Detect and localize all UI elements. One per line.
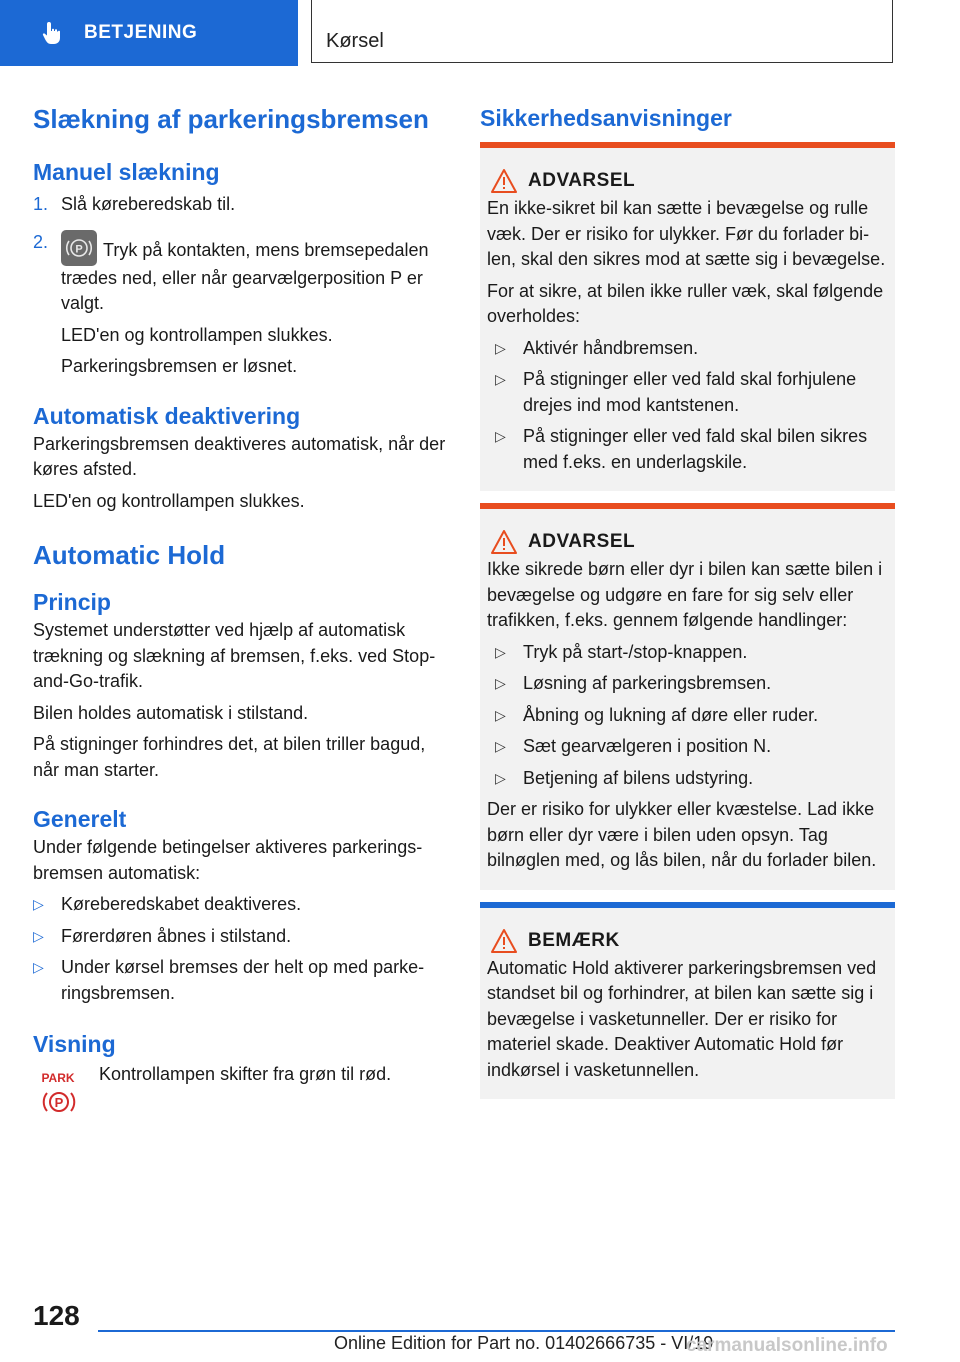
list-item-text: Køreberedskabet deaktiveres. [61,894,302,914]
step-text: Tryk på kontakten, mens bremsepedalen trædes ned, eller når gearvælgerposition P er valgt. [61,239,429,313]
paragraph: Bilen holdes automatisk i stilstand. [33,702,309,723]
step-text: Slå køreberedskab til. [61,194,236,214]
step-note-text: LED'en og kontrollampen slukkes. [61,324,333,345]
list-item-text: På stigninger eller ved fald skal forhjulene drejes ind mod kantstenen. [523,369,857,415]
list-item [487,336,889,362]
footer-divider [98,1330,895,1332]
bullet-icon: ▷ [33,896,44,912]
step-number: 1. [33,194,49,214]
paragraph: Parkeringsbremsen deaktiveres automatisk, når der køres afsted. [33,433,446,479]
bullet-icon: ▷ [495,371,506,387]
heading-manuel: Manuel slækning [33,159,220,185]
list-item [487,424,889,475]
edition-text: Online Edition for Part no. 01402666735 - VI/19 [334,1333,714,1353]
safety-heading: Sikkerhedsanvisninger [480,105,732,131]
visning-row [33,1062,448,1125]
list-item-text: Sæt gearvælgeren i position N. [523,736,772,756]
step-item [33,192,448,218]
list-item [33,892,448,918]
paragraph: En ikke-sikret bil kan sætte i bevægelse og rulle væk. Der er risiko for ulykker. Før du forlader bilen, skal den sikres mod at sætte sig i bevægelse. [487,198,886,269]
heading-visning: Visning [33,1031,116,1057]
list-item [487,734,889,760]
note-label: BEMÆRK [528,929,620,951]
step-note [33,354,448,380]
parking-brake-button-icon [61,230,97,266]
bullet-icon: ▷ [33,959,44,975]
heading-generelt: Generelt [33,806,127,832]
list-item-text: Tryk på start-/stop-knappen. [523,641,748,662]
automatic-hold-title: Automatic Hold [33,540,226,570]
warning-box [480,503,895,890]
warning-label: ADVARSEL [528,170,636,191]
warning-triangle-icon [490,168,518,194]
hand-pointer-icon [40,20,66,46]
paragraph: Der er risiko for ulykker eller kvæstelse. Lad ikke børn eller dyr være i bilen uden opsyn. Tag bilnøglen med, og lås bilen, når du forlader bilen. [487,799,877,870]
list-item [33,955,448,1006]
list-item-text: Under kørsel bremses der helt op med parkeringsbremsen. [61,957,425,1003]
warning-box [480,142,895,491]
paragraph: Kontrollampen skifter fra grøn til rød. [99,1064,392,1084]
page-header [0,0,960,66]
heading-auto-deact: Automatisk deaktivering [33,402,301,429]
bullet-icon: ▷ [495,738,506,754]
section-title: Slækning af parkeringsbremsen [33,104,429,134]
paragraph: Automatic Hold aktiverer parkeringsbremsen ved standset bil og forhindrer, at bilen kan sætte sig i bevægelse i vasketunneller. Der er risiko for materiel skade. Deaktiver Automatic Hold før indkørsel i vasketunnellen. [487,957,877,1080]
park-label: PARK [41,1071,75,1085]
list-item-text: Aktivér håndbremsen. [523,337,699,358]
page-number: 128 [33,1300,80,1331]
list-item [33,924,448,950]
list-item-text: Løsning af parkeringsbremsen. [523,673,772,693]
bullet-icon: ▷ [495,706,506,723]
breadcrumb [311,0,893,63]
list-item-text: Betjening af bilens udstyring. [523,767,754,788]
step-note [33,323,448,349]
warning-label: ADVARSEL [528,531,636,552]
paragraph: Systemet understøtter ved hjælp af automatisk trækning og slækning af bremsen, f.eks. ved Stop-and-Go-trafik. [33,620,436,691]
bullet-icon: ▷ [495,428,506,444]
list-item [487,640,889,666]
note-box [480,902,895,1100]
list-item [487,671,889,697]
watermark: carmanualsonline.info [686,1335,888,1356]
bullet-icon: ▷ [33,927,44,944]
heading-princip: Princip [33,589,111,615]
svg-text:P: P [75,243,83,255]
list-item [487,703,889,729]
svg-text:P: P [54,1095,64,1110]
list-item [487,766,889,792]
paragraph: Under følgende betingelser aktiveres parkeringsbremsen automatisk: [33,837,423,883]
list-item [487,367,889,418]
step-note-text: Parkeringsbremsen er løsnet. [61,356,298,376]
paragraph: Ikke sikrede børn eller dyr i bilen kan sætte bilen i bevægelse og udgøre en fare for sig selv eller trafikken, f.eks. gennem følgende handlinger: [487,559,883,630]
list-item-text: På stigninger eller ved fald skal bilen sikres med f.eks. en underlagskile. [523,426,868,472]
left-column [33,100,448,1125]
section-label: BETJENING [84,22,198,43]
bullet-icon: ▷ [495,675,506,691]
paragraph: LED'en og kontrollampen slukkes. [33,490,305,511]
list-item-text: Åbning og lukning af døre eller ruder. [523,704,819,725]
park-indicator-icon [33,1062,99,1125]
paragraph: For at sikre, at bilen ikke ruller væk, skal følgende overholdes: [487,280,884,326]
step-number: 2. [33,231,49,252]
bullet-icon: ▷ [495,643,506,660]
breadcrumb-label: Kørsel [326,30,384,52]
paragraph: På stigninger forhindres det, at bilen triller bagud, når man starter. [33,734,426,780]
section-tab[interactable] [0,0,298,66]
warning-triangle-icon [490,529,518,555]
bullet-icon: ▷ [495,769,506,786]
list-item-text: Førerdøren åbnes i stilstand. [61,925,292,946]
right-column [480,100,895,1099]
step-item [33,230,448,317]
bullet-icon: ▷ [495,339,506,356]
warning-triangle-icon [490,928,518,954]
